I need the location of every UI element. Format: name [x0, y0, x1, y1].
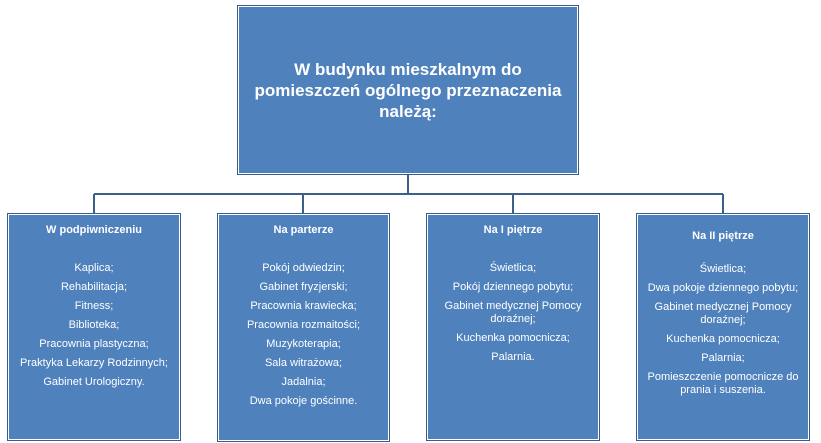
root-title: W budynku mieszkalnym do pomieszczeń ogólnego przeznaczenia należą: — [254, 59, 562, 121]
node-ground-floor — [218, 214, 389, 441]
list-item: Świetlica; — [489, 262, 537, 274]
room-list — [223, 262, 384, 408]
root-node — [238, 6, 578, 174]
node-heading: W podpiwniczeniu — [46, 224, 142, 236]
room-list — [432, 262, 594, 364]
list-item: Jadalnia; — [281, 376, 326, 388]
list-item: Gabinet fryzjerski; — [259, 281, 348, 293]
list-item: Dwa pokoje gościnne. — [249, 395, 358, 407]
list-item: Gabinet Urologiczny. — [43, 376, 145, 388]
node-first-floor — [427, 214, 599, 440]
list-item: Biblioteka; — [68, 319, 120, 331]
room-list — [13, 262, 175, 389]
list-item: Pokój odwiedzin; — [262, 262, 345, 274]
room-list — [642, 263, 804, 397]
node-heading: Na II piętrze — [692, 230, 754, 242]
list-item: Gabinet medycznej Pomocy doraźnej; — [654, 301, 792, 326]
list-item: Pomieszczenie pomocnicze do prania i suszenia. — [647, 371, 799, 396]
list-item: Pracownia rozmaitości; — [246, 319, 361, 331]
list-item: Praktyka Lekarzy Rodzinnych; — [20, 357, 168, 369]
list-item: Palarnia. — [491, 351, 535, 363]
node-basement — [8, 214, 180, 440]
list-item: Muzykoterapia; — [266, 338, 341, 350]
list-item: Pracownia plastyczna; — [39, 338, 149, 350]
list-item: Pokój dziennego pobytu; — [452, 281, 574, 293]
list-item: Fitness; — [74, 300, 114, 312]
node-second-floor — [637, 214, 809, 440]
list-item: Gabinet medycznej Pomocy doraźnej; — [444, 300, 582, 325]
list-item: Świetlica; — [699, 263, 747, 275]
list-item: Sala witrażowa; — [264, 357, 343, 369]
list-item: Rehabilitacja; — [60, 281, 128, 293]
node-heading: Na parterze — [273, 224, 334, 236]
list-item: Palarnia; — [701, 352, 745, 364]
node-heading: Na I piętrze — [483, 224, 543, 236]
list-item: Dwa pokoje dziennego pobytu; — [647, 282, 799, 294]
list-item: Kuchenka pomocnicza; — [666, 333, 780, 345]
list-item: Kaplica; — [74, 262, 114, 274]
list-item: Kuchenka pomocnicza; — [456, 332, 570, 344]
list-item: Pracownia krawiecka; — [250, 300, 357, 312]
